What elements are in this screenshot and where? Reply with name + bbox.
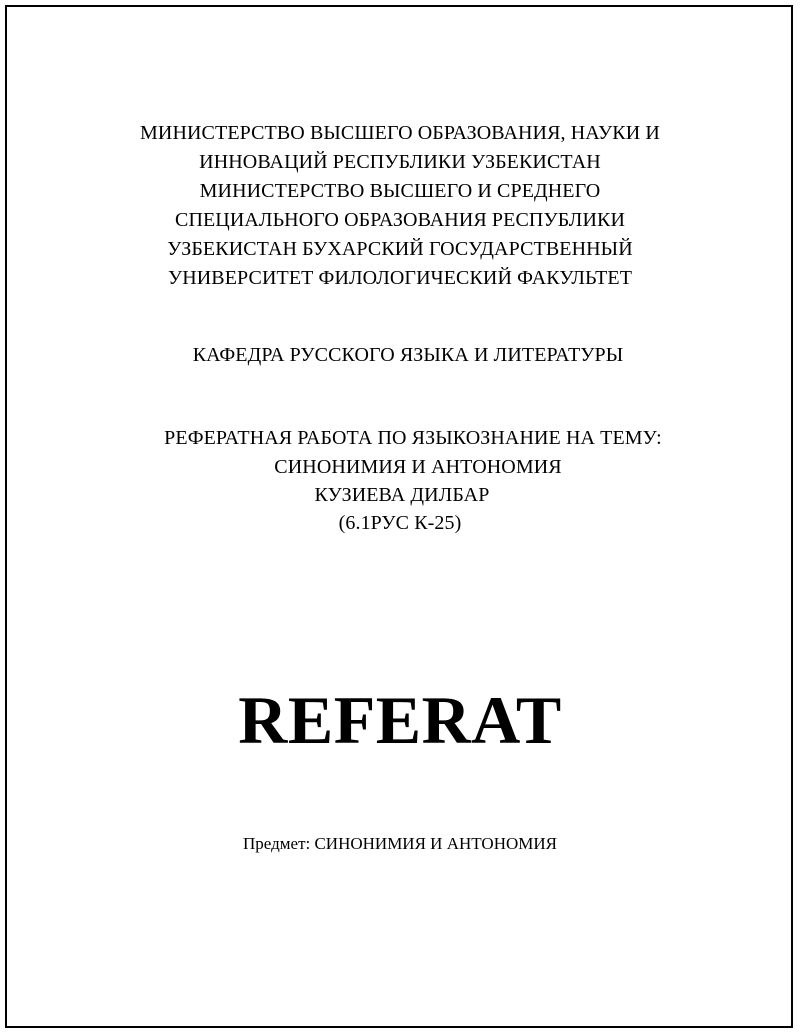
ministry-line: МИНИСТЕРСТВО ВЫСШЕГО И СРЕДНЕГО <box>199 180 601 202</box>
subject-label: Предмет: <box>243 834 311 853</box>
ministry-line: МИНИСТЕРСТВО ВЫСШЕГО ОБРАЗОВАНИЯ, НАУКИ И <box>140 122 660 144</box>
ministry-header <box>0 119 800 293</box>
student-name: КУЗИЕВА ДИЛБАР <box>314 484 490 506</box>
subject-line <box>0 832 800 856</box>
ministry-line: ИННОВАЦИЙ РЕСПУБЛИКИ УЗБЕКИСТАН <box>199 151 601 173</box>
ministry-line: УЗБЕКИСТАН БУХАРСКИЙ ГОСУДАРСТВЕННЫЙ <box>167 238 633 260</box>
student-group: (6.1РУС К-25) <box>338 512 462 534</box>
ministry-line: УНИВЕРСИТЕТ ФИЛОЛОГИЧЕСКИЙ ФАКУЛЬТЕТ <box>167 267 633 289</box>
document-title: REFERAT <box>238 682 562 758</box>
essay-subject: СИНОНИМИЯ И АНТОНОМИЯ <box>274 456 562 478</box>
essay-topic-line: РЕФЕРАТНАЯ РАБОТА ПО ЯЗЫКОЗНАНИЕ НА ТЕМУ: <box>164 427 662 449</box>
subject-value: СИНОНИМИЯ И АНТОНОМИЯ <box>314 834 557 853</box>
department-name: КАФЕДРА РУССКОГО ЯЗЫКА И ЛИТЕРАТУРЫ <box>192 344 624 366</box>
ministry-line: СПЕЦИАЛЬНОГО ОБРАЗОВАНИЯ РЕСПУБЛИКИ <box>175 209 625 231</box>
